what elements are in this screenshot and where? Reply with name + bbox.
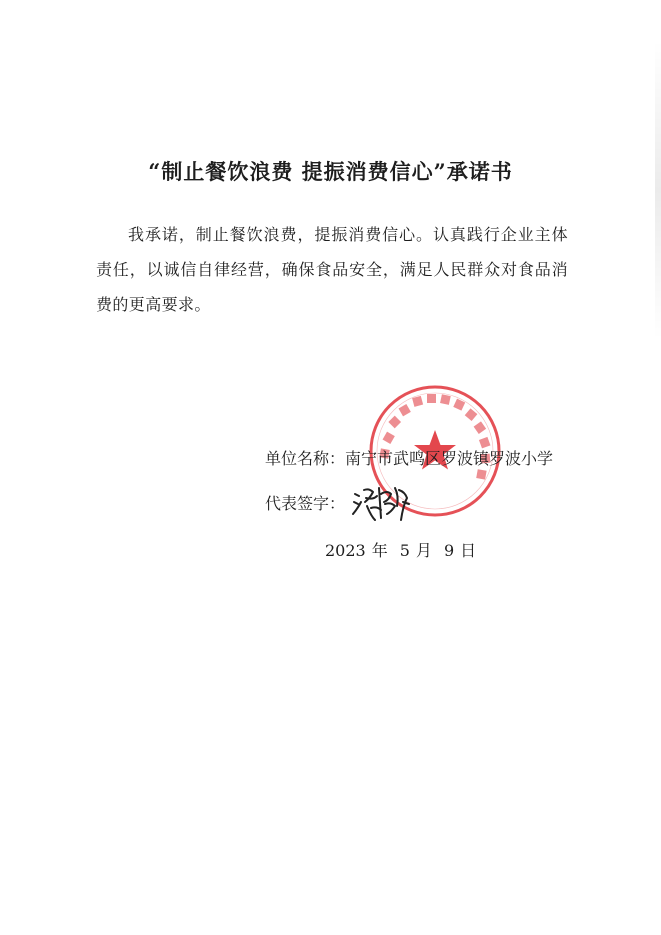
handwritten-signature — [351, 480, 413, 524]
date-day: 9 — [443, 541, 455, 560]
date-month-unit: 月 — [415, 541, 432, 560]
unit-label: 单位名称： — [265, 449, 346, 468]
date-year-unit: 年 — [371, 541, 388, 560]
representative-label: 代表签字： — [265, 494, 346, 513]
scan-artifact — [655, 40, 661, 340]
document-title: “制止餐饮浪费 提振消费信心”承诺书 — [148, 159, 513, 184]
commitment-body: 我承诺，制止餐饮浪费，提振消费信心。认真践行企业主体责任，以诚信自律经营，确保食品安全，满足人民群众对食品消费的更高要求。 — [96, 225, 568, 314]
date-year: 2023 — [325, 541, 366, 560]
unit-name-line — [265, 446, 553, 469]
signing-date — [325, 538, 476, 561]
date-day-unit: 日 — [460, 541, 477, 560]
unit-name: 南宁市武鸣区罗波镇罗波小学 — [345, 449, 554, 468]
date-month: 5 — [399, 541, 410, 560]
representative-line — [265, 491, 345, 514]
